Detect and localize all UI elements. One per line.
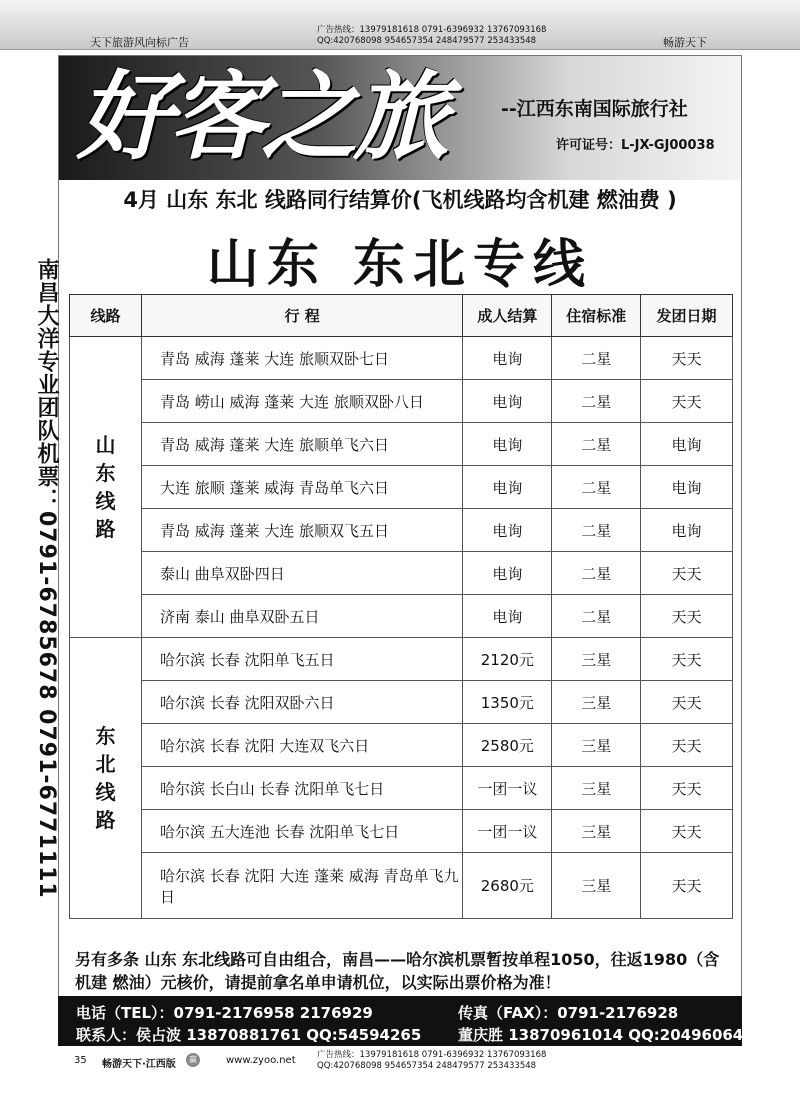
itinerary-cell: 哈尔滨 长春 沈阳 大连 蓬莱 威海 青岛单飞九日 — [141, 853, 462, 919]
hotel-cell: 三星 — [552, 724, 641, 767]
dates-cell: 电询 — [641, 466, 733, 509]
table-row — [70, 853, 733, 919]
table-row — [70, 638, 733, 681]
itinerary-cell: 哈尔滨 五大连池 长春 沈阳单飞七日 — [141, 810, 462, 853]
price-cell: 一团一议 — [463, 810, 552, 853]
sidebar-ticket-phones: 南昌大洋专业团队机票：0791-6785678 0791-6771111 — [34, 258, 59, 899]
column-header-price: 成人结算 — [463, 295, 552, 337]
footer-hotline-phones: 广告热线：13979181618 0791-6396932 13767093168 — [317, 1050, 547, 1060]
contact-bar — [58, 996, 742, 1046]
hotel-cell: 二星 — [552, 380, 641, 423]
table-row — [70, 681, 733, 724]
hotel-cell: 二星 — [552, 423, 641, 466]
hotel-cell: 三星 — [552, 638, 641, 681]
logo-calligraphy: 好客之旅 — [77, 60, 445, 173]
column-header-hotel: 住宿标准 — [552, 295, 641, 337]
table-row — [70, 509, 733, 552]
page-number: 35 — [74, 1055, 87, 1066]
table-row — [70, 423, 733, 466]
itinerary-cell: 青岛 威海 蓬莱 大连 旅顺双卧七日 — [141, 337, 462, 380]
table-row — [70, 337, 733, 380]
dates-cell: 天天 — [641, 337, 733, 380]
page-title: 山东 东北专线 — [206, 234, 594, 295]
itinerary-cell: 哈尔滨 长白山 长春 沈阳单飞七日 — [141, 767, 462, 810]
itinerary-cell: 青岛 威海 蓬莱 大连 旅顺双飞五日 — [141, 509, 462, 552]
promo-note: 另有多条 山东 东北线路可自由组合，南昌——哈尔滨机票暂按单程1050，往返1980（含机建 燃油）元核价，请提前拿名单申请机位，以实际出票价格为准！ — [75, 950, 720, 992]
hotel-cell: 二星 — [552, 466, 641, 509]
price-cell: 一团一议 — [463, 767, 552, 810]
dates-cell: 天天 — [641, 724, 733, 767]
header-hotline-phones: 广告热线：13979181618 0791-6396932 13767093168 — [317, 25, 547, 35]
route-price-table — [69, 294, 733, 919]
price-cell: 电询 — [463, 466, 552, 509]
dates-cell: 电询 — [641, 423, 733, 466]
contact-person-1: 联系人：侯占波 13870881761 QQ:54594265 — [76, 1026, 422, 1044]
hotel-cell: 三星 — [552, 767, 641, 810]
column-header-dates: 发团日期 — [641, 295, 733, 337]
itinerary-cell: 大连 旅顺 蓬莱 威海 青岛单飞六日 — [141, 466, 462, 509]
header-magazine-name: 畅游天下 — [663, 36, 707, 49]
hotel-cell: 三星 — [552, 853, 641, 919]
region-label-shandong: 山东线路 — [70, 337, 142, 638]
table-row — [70, 810, 733, 853]
footer-ad-hotline — [317, 1050, 546, 1072]
header-ad-hotline — [317, 25, 546, 47]
table-row — [70, 724, 733, 767]
dates-cell: 天天 — [641, 552, 733, 595]
dates-cell: 天天 — [641, 767, 733, 810]
price-cell: 2680元 — [463, 853, 552, 919]
dates-cell: 天天 — [641, 595, 733, 638]
header-hotline-qq: QQ:420768098 954657354 248479577 253433548 — [317, 36, 537, 46]
price-cell: 电询 — [463, 595, 552, 638]
dates-cell: 电询 — [641, 509, 733, 552]
hotel-cell: 三星 — [552, 681, 641, 724]
price-cell: 电询 — [463, 337, 552, 380]
dates-cell: 天天 — [641, 380, 733, 423]
hotel-cell: 二星 — [552, 337, 641, 380]
table-row — [70, 380, 733, 423]
dates-cell: 天天 — [641, 681, 733, 724]
table-row — [70, 767, 733, 810]
table-header-row — [70, 295, 733, 337]
price-cell: 电询 — [463, 552, 552, 595]
dates-cell: 天天 — [641, 810, 733, 853]
price-cell: 电询 — [463, 423, 552, 466]
itinerary-cell: 青岛 威海 蓬莱 大连 旅顺单飞六日 — [141, 423, 462, 466]
footer-brand: 畅游天下·江西版 — [102, 1059, 176, 1070]
hotel-cell: 三星 — [552, 810, 641, 853]
itinerary-cell: 哈尔滨 长春 沈阳双卧六日 — [141, 681, 462, 724]
badge-icon: 赢 — [186, 1053, 200, 1067]
table-row — [70, 595, 733, 638]
hotel-cell: 二星 — [552, 552, 641, 595]
itinerary-cell: 哈尔滨 长春 沈阳单飞五日 — [141, 638, 462, 681]
dates-cell: 天天 — [641, 853, 733, 919]
itinerary-cell: 哈尔滨 长春 沈阳 大连双飞六日 — [141, 724, 462, 767]
header-column-title: 天下旅游风向标广告 — [90, 36, 189, 49]
column-header-route: 线路 — [70, 295, 142, 337]
price-cell: 2580元 — [463, 724, 552, 767]
itinerary-cell: 青岛 崂山 威海 蓬莱 大连 旅顺双卧八日 — [141, 380, 462, 423]
column-header-itinerary: 行 程 — [141, 295, 462, 337]
itinerary-cell: 泰山 曲阜双卧四日 — [141, 552, 462, 595]
headline: 4月 山东 东北 线路同行结算价(飞机线路均含机建 燃油费 ) — [123, 188, 677, 212]
footer-hotline-qq: QQ:420768098 954657354 248479577 253433548 — [317, 1061, 537, 1071]
agency-name: --江西东南国际旅行社 — [501, 98, 688, 120]
footer-url: www.zyoo.net — [226, 1055, 296, 1066]
price-cell: 电询 — [463, 380, 552, 423]
banner — [59, 56, 741, 180]
table-row — [70, 552, 733, 595]
price-cell: 1350元 — [463, 681, 552, 724]
license-number: 许可证号：L-JX-GJ00038 — [556, 138, 715, 153]
phone-line: 电话（TEL）：0791-2176958 2176929 — [76, 1004, 373, 1022]
price-cell: 电询 — [463, 509, 552, 552]
dates-cell: 天天 — [641, 638, 733, 681]
top-header-bar — [0, 0, 800, 50]
fax-line: 传真（FAX）：0791-2176928 — [458, 1004, 679, 1022]
region-label-dongbei: 东北线路 — [70, 638, 142, 919]
page-footer — [58, 1048, 742, 1072]
table-row — [70, 466, 733, 509]
itinerary-cell: 济南 泰山 曲阜双卧五日 — [141, 595, 462, 638]
price-cell: 2120元 — [463, 638, 552, 681]
hotel-cell: 二星 — [552, 595, 641, 638]
contact-person-2: 董庆胜 13870961014 QQ:20496064 — [458, 1026, 744, 1044]
hotel-cell: 二星 — [552, 509, 641, 552]
